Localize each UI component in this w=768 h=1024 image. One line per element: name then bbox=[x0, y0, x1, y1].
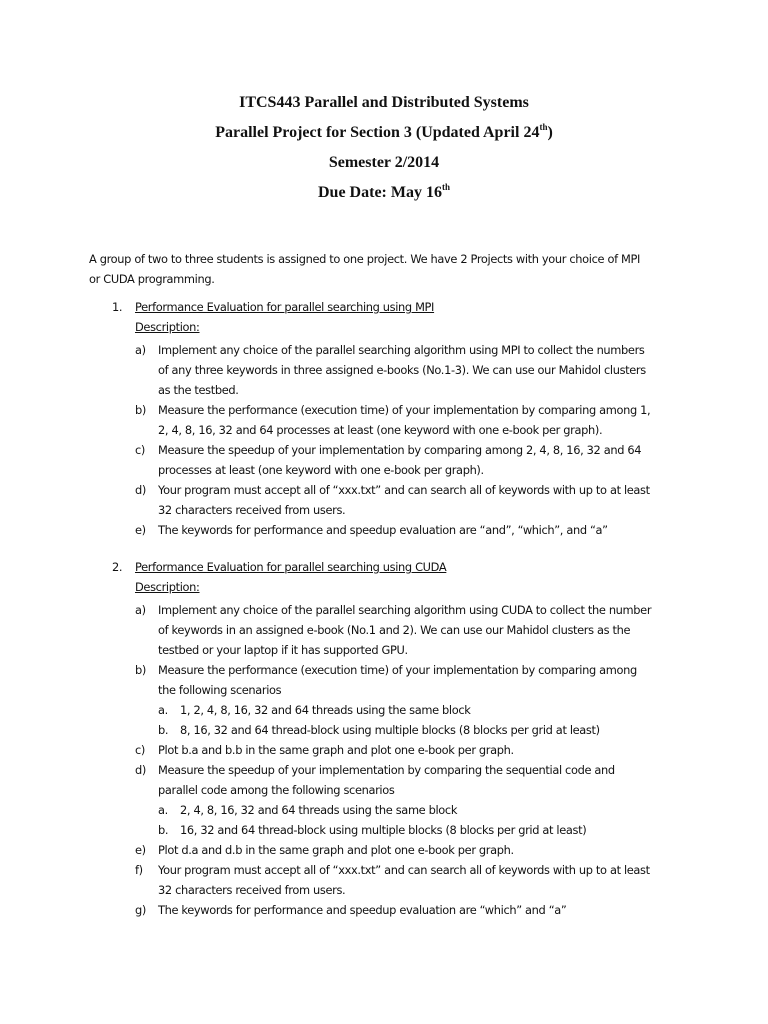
sub-item-marker: a. bbox=[158, 703, 168, 717]
course-title-text: ITCS443 Parallel and Distributed Systems bbox=[239, 94, 529, 111]
sub-item-marker: a. bbox=[158, 803, 168, 817]
item-text: 32 characters received from users. bbox=[158, 883, 346, 897]
intro-line: A group of two to three students is assigned to one project. We have 2 Projects with your choice of MPI bbox=[89, 252, 641, 266]
due-date-title bbox=[0, 182, 768, 212]
item-text: of any three keywords in three assigned e-books (No.1-3). We can use our Mahidol clusters bbox=[158, 363, 646, 377]
sub-item-marker: b. bbox=[158, 823, 169, 837]
list-item bbox=[0, 740, 768, 760]
due-date-superscript: th bbox=[441, 182, 450, 192]
item-text: Measure the performance (execution time) of your implementation by comparing among bbox=[158, 663, 637, 677]
semester-text: Semester 2/2014 bbox=[328, 154, 440, 171]
sub-list-item bbox=[0, 820, 768, 840]
sub-item-text: 8, 16, 32 and 64 thread-block using multiple blocks (8 blocks per grid at least) bbox=[180, 723, 600, 737]
sub-item-text: 1, 2, 4, 8, 16, 32 and 64 threads using the same block bbox=[180, 703, 471, 717]
project-heading: Performance Evaluation for parallel searching using CUDA bbox=[135, 560, 447, 574]
item-text: The keywords for performance and speedup evaluation are “and”, “which”, and “a” bbox=[158, 523, 608, 537]
project-number: 2. bbox=[112, 560, 123, 574]
item-marker: d) bbox=[135, 763, 146, 777]
item-marker: a) bbox=[135, 603, 146, 617]
item-text: parallel code among the following scenarios bbox=[158, 783, 395, 797]
project-number: 1. bbox=[112, 300, 123, 314]
sub-item-text: 16, 32 and 64 thread-block using multiple blocks (8 blocks per grid at least) bbox=[180, 823, 587, 837]
project-title-text: Parallel Project for Section 3 (Updated April 24 bbox=[215, 124, 540, 141]
item-text: Measure the performance (execution time) of your implementation by comparing among 1, bbox=[158, 403, 651, 417]
sub-item-text: 2, 4, 8, 16, 32 and 64 threads using the same block bbox=[180, 803, 458, 817]
item-text: testbed or your laptop if it has supported GPU. bbox=[158, 643, 408, 657]
item-text: Measure the speedup of your implementation by comparing among 2, 4, 8, 16, 32 and 64 bbox=[158, 443, 642, 457]
item-text: of keywords in an assigned e-book (No.1 and 2). We can use our Mahidol clusters as the bbox=[158, 623, 631, 637]
list-item bbox=[0, 600, 768, 620]
description-label: Description: bbox=[135, 320, 200, 334]
list-item-continuation bbox=[0, 620, 768, 640]
due-date-text: Due Date: May 16 bbox=[318, 184, 442, 201]
item-marker: e) bbox=[135, 523, 146, 537]
list-item bbox=[0, 900, 768, 920]
item-text: The keywords for performance and speedup evaluation are “which” and “a” bbox=[158, 903, 567, 917]
item-text: 2, 4, 8, 16, 32 and 64 processes at least (one keyword with one e-book per graph). bbox=[158, 423, 603, 437]
list-item bbox=[0, 760, 768, 780]
project-title bbox=[0, 122, 768, 152]
semester-title bbox=[0, 152, 768, 182]
list-item-continuation bbox=[0, 360, 768, 380]
list-item bbox=[0, 480, 768, 500]
list-item-continuation bbox=[0, 680, 768, 700]
list-item-continuation bbox=[0, 880, 768, 900]
list-item bbox=[0, 660, 768, 680]
title-block bbox=[0, 92, 768, 212]
item-marker: c) bbox=[135, 443, 146, 457]
list-item bbox=[0, 400, 768, 420]
list-item-continuation bbox=[0, 500, 768, 520]
project-title-superscript: th bbox=[539, 122, 548, 132]
list-item-continuation bbox=[0, 420, 768, 440]
project-title-close: ) bbox=[547, 124, 553, 141]
sub-item-marker: b. bbox=[158, 723, 169, 737]
list-item-continuation bbox=[0, 780, 768, 800]
item-text: Your program must accept all of “xxx.txt” and can search all of keywords with up to at least bbox=[158, 483, 650, 497]
list-item bbox=[0, 860, 768, 880]
project-heading: Performance Evaluation for parallel searching using MPI bbox=[135, 300, 435, 314]
list-item-continuation bbox=[0, 460, 768, 480]
item-text: as the testbed. bbox=[158, 383, 239, 397]
item-text: Your program must accept all of “xxx.txt” and can search all of keywords with up to at least bbox=[158, 863, 650, 877]
course-title bbox=[0, 92, 768, 122]
list-item bbox=[0, 340, 768, 360]
list-item bbox=[0, 440, 768, 460]
item-marker: a) bbox=[135, 343, 146, 357]
item-text: the following scenarios bbox=[158, 683, 282, 697]
sub-list-item bbox=[0, 720, 768, 740]
item-marker: b) bbox=[135, 663, 146, 677]
item-marker: d) bbox=[135, 483, 146, 497]
requirement-list bbox=[0, 340, 768, 540]
sub-list-item bbox=[0, 700, 768, 720]
list-item bbox=[0, 840, 768, 860]
item-marker: c) bbox=[135, 743, 146, 757]
item-marker: f) bbox=[135, 863, 143, 877]
description-label: Description: bbox=[135, 580, 200, 594]
intro-line: or CUDA programming. bbox=[89, 272, 215, 286]
list-item bbox=[0, 520, 768, 540]
requirement-list bbox=[0, 600, 768, 920]
item-text: Implement any choice of the parallel searching algorithm using MPI to collect the numbers bbox=[158, 343, 645, 357]
intro-paragraph bbox=[89, 249, 640, 289]
item-marker: e) bbox=[135, 843, 146, 857]
item-marker: b) bbox=[135, 403, 146, 417]
item-text: Measure the speedup of your implementation by comparing the sequential code and bbox=[158, 763, 615, 777]
list-item-continuation bbox=[0, 380, 768, 400]
list-item-continuation bbox=[0, 640, 768, 660]
item-text: Plot b.a and b.b in the same graph and plot one e-book per graph. bbox=[158, 743, 514, 757]
item-text: 32 characters received from users. bbox=[158, 503, 346, 517]
item-text: Implement any choice of the parallel searching algorithm using CUDA to collect the number bbox=[158, 603, 652, 617]
sub-list-item bbox=[0, 800, 768, 820]
item-marker: g) bbox=[135, 903, 146, 917]
item-text: Plot d.a and d.b in the same graph and plot one e-book per graph. bbox=[158, 843, 514, 857]
item-text: processes at least (one keyword with one e-book per graph). bbox=[158, 463, 484, 477]
